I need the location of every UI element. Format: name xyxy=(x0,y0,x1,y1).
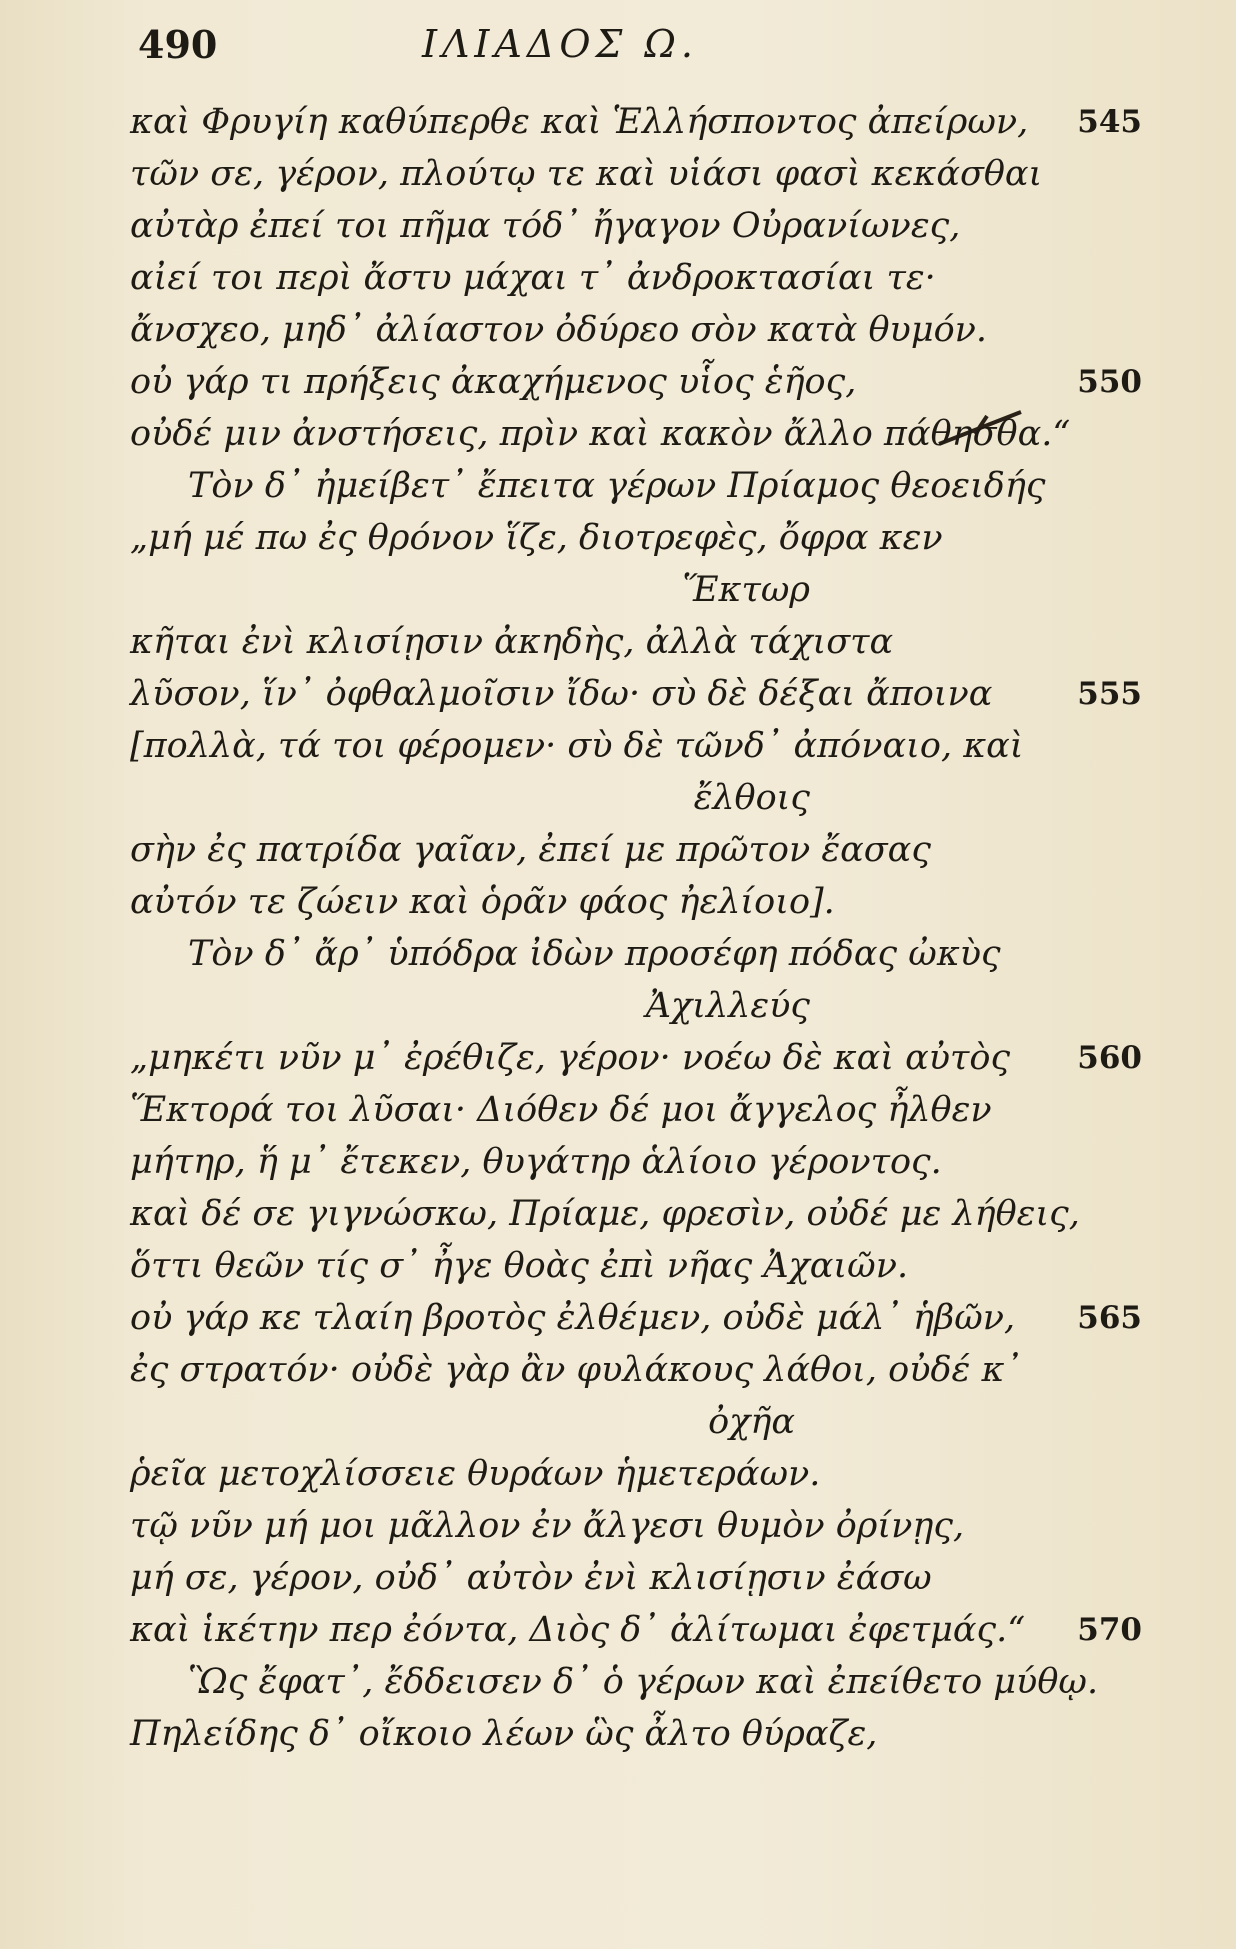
verse-line: αὐτόν τε ζώειν καὶ ὁρᾶν φάος ἠελίοιο]. xyxy=(130,882,835,922)
verse-line: καὶ Φρυγίη καθύπερθε καὶ Ἑλλήσποντος ἀπείρων, 545 xyxy=(130,96,1140,148)
verse-line-continuation: Ἀχιλλεύς xyxy=(645,986,810,1026)
verse-line: αὐτὰρ ἐπεί τοι πῆμα τόδ᾽ ἤγαγον Οὐρανίωνες, xyxy=(130,206,961,246)
verse-line-continuation: ὀχῆα xyxy=(708,1402,795,1442)
verse-line: κῆται ἐνὶ κλισίῃσιν ἀκηδὴς, ἀλλὰ τάχιστα xyxy=(130,622,894,662)
verse-line: Ὣς ἔφατ᾽, ἔδδεισεν δ᾽ ὁ γέρων καὶ ἐπείθετο μύθῳ. xyxy=(188,1662,1099,1702)
page-header xyxy=(0,12,1236,72)
running-title: ΙΛΙΑΔΟΣ Ω. xyxy=(421,22,699,66)
verse-text xyxy=(130,96,1140,1760)
line-number: 550 xyxy=(1077,364,1142,400)
verse-line: ἐς στρατόν· οὐδὲ γὰρ ἂν φυλάκους λάθοι, οὐδέ κ᾽ xyxy=(130,1350,1022,1390)
verse-line-continuation: ἔλθοις xyxy=(693,778,810,818)
verse-line: Τὸν δ᾽ ἄρ᾽ ὑπόδρα ἰδὼν προσέφη πόδας ὠκὺς xyxy=(188,934,1001,974)
line-number: 560 xyxy=(1077,1040,1142,1076)
verse-line: καὶ ἱκέτην περ ἐόντα, Διὸς δ᾽ ἀλίτωμαι ἐφετμάς.“ 570 xyxy=(130,1604,1140,1656)
verse-line: μή σε, γέρον, οὐδ᾽ αὐτὸν ἐνὶ κλισίῃσιν ἐάσω xyxy=(130,1558,932,1598)
verse-line: αἰεί τοι περὶ ἄστυ μάχαι τ᾽ ἀνδροκτασίαι τε· xyxy=(130,258,936,298)
verse-line: σὴν ἐς πατρίδα γαῖαν, ἐπεί με πρῶτον ἔασας xyxy=(130,830,931,870)
verse-line: Ἕκτορά τοι λῦσαι· Διόθεν δέ μοι ἄγγελος ἦλθεν xyxy=(130,1090,992,1130)
verse-line: ὅττι θεῶν τίς σ᾽ ἦγε θοὰς ἐπὶ νῆας Ἀχαιῶν. xyxy=(130,1246,909,1286)
page-number: 490 xyxy=(138,22,218,67)
verse-line: Τὸν δ᾽ ἠμείβετ᾽ ἔπειτα γέρων Πρίαμος θεοειδής xyxy=(188,466,1046,506)
verse-line: Πηλείδης δ᾽ οἴκοιο λέων ὣς ἆλτο θύραζε, xyxy=(130,1714,878,1754)
verse-line: τῶν σε, γέρον, πλούτῳ τε καὶ υἱάσι φασὶ κεκάσθαι xyxy=(130,154,1043,194)
line-number: 565 xyxy=(1077,1300,1142,1336)
line-number: 545 xyxy=(1077,104,1142,140)
verse-line: „μή μέ πω ἐς θρόνον ἵζε, διοτρεφὲς, ὄφρα κεν xyxy=(130,518,943,558)
verse-line: „μηκέτι νῦν μ᾽ ἐρέθιζε, γέρον· νοέω δὲ καὶ αὐτὸς 560 xyxy=(130,1032,1140,1084)
verse-line: τῷ νῦν μή μοι μᾶλλον ἐν ἄλγεσι θυμὸν ὀρίνῃς, xyxy=(130,1506,965,1546)
verse-line: ῥεῖα μετοχλίσσειε θυράων ἡμετεράων. xyxy=(130,1454,821,1494)
verse-line: μήτηρ, ἥ μ᾽ ἔτεκεν, θυγάτηρ ἁλίοιο γέροντος. xyxy=(130,1142,942,1182)
verse-line: οὐ γάρ κε τλαίη βροτὸς ἐλθέμεν, οὐδὲ μάλ᾽ ἡβῶν, 565 xyxy=(130,1292,1140,1344)
verse-line-continuation: Ἕκτωρ xyxy=(682,570,810,610)
verse-line: οὐδέ μιν ἀνστήσεις, πρὶν καὶ κακὸν ἄλλο πάθησθα.“ xyxy=(130,414,1071,454)
verse-line: [πολλὰ, τά τοι φέρομεν· σὺ δὲ τῶνδ᾽ ἀπόναιο, καὶ xyxy=(130,726,1024,766)
line-number: 570 xyxy=(1077,1612,1142,1648)
verse-line: οὐ γάρ τι πρήξεις ἀκαχήμενος υἷος ἑῆος, 550 xyxy=(130,356,1140,408)
verse-line: ἄνσχεο, μηδ᾽ ἀλίαστον ὀδύρεο σὸν κατὰ θυμόν. xyxy=(130,310,988,350)
line-number: 555 xyxy=(1077,676,1142,712)
verse-line: λῦσον, ἵν᾽ ὀφθαλμοῖσιν ἴδω· σὺ δὲ δέξαι ἄποινα 555 xyxy=(130,668,1140,720)
verse-line: καὶ δέ σε γιγνώσκω, Πρίαμε, φρεσὶν, οὐδέ με λήθεις, xyxy=(130,1194,1080,1234)
